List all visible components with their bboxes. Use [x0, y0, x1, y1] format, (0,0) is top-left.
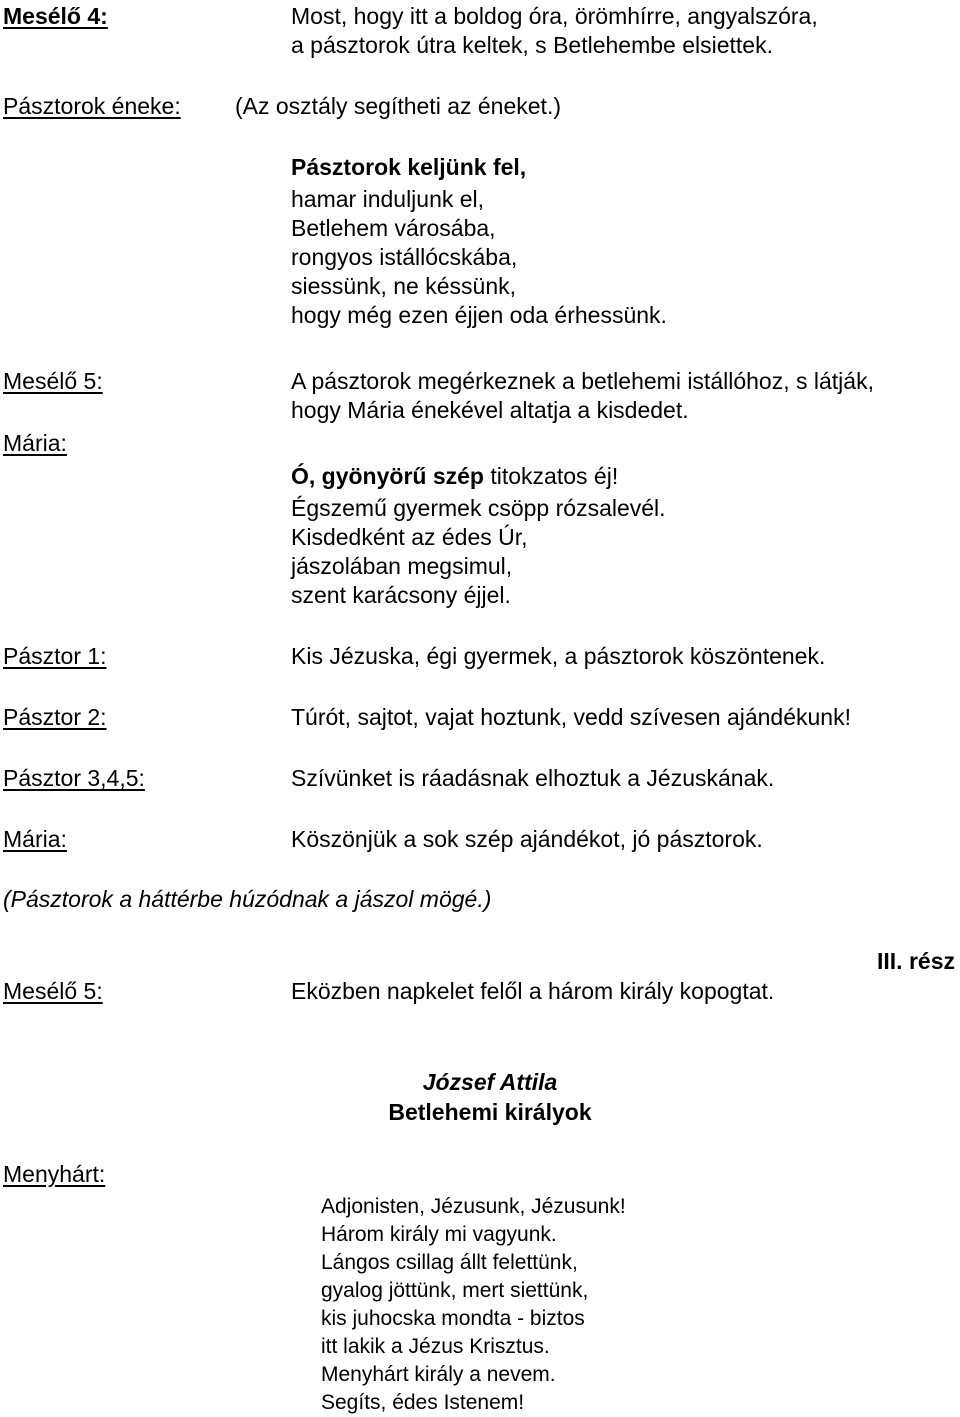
part-heading: III. rész — [877, 948, 955, 974]
speaker-menyhart: Menyhárt: — [3, 1161, 106, 1187]
menyhart-line: Három király mi vagyunk. — [321, 1223, 557, 1246]
poem-author: József Attila — [422, 1069, 558, 1095]
mary-song-line: szent karácsony éjjel. — [291, 582, 511, 608]
speaker-shepherds-song: Pásztorok éneke: — [3, 93, 181, 119]
mary-song-lines — [291, 494, 666, 610]
song-line: Betlehem városába, — [291, 215, 496, 241]
narrator-5-line-2: hogy Mária énekével altatja a kisdedet. — [291, 397, 689, 423]
stage-direction: (Pásztorok a háttérbe húzódnak a jászol mögé.) — [3, 886, 492, 912]
mary-line: Köszönjük a sok szép ajándékot, jó pásztorok. — [291, 826, 763, 852]
song-line: siessünk, ne késsünk, — [291, 273, 517, 299]
song-line: hamar induljunk el, — [291, 186, 485, 212]
mary-song-line: Égszemű gyermek csöpp rózsalevél. — [291, 495, 666, 521]
menyhart-line: Menyhárt király a nevem. — [321, 1363, 556, 1386]
speaker-narrator-5: Mesélő 5: — [3, 368, 103, 394]
narrator-5b-line: Eközben napkelet felől a három király kopogtat. — [291, 978, 775, 1004]
narrator-4-line-2: a pásztorok útra keltek, s Betlehembe elsiettek. — [291, 32, 773, 58]
song-note: (Az osztály segítheti az éneket.) — [235, 93, 561, 119]
speaker-shepherd-345: Pásztor 3,4,5: — [3, 765, 145, 791]
song-line: rongyos istállócskába, — [291, 244, 518, 270]
speaker-mary: Mária: — [3, 430, 67, 456]
speaker-mary-2: Mária: — [3, 826, 67, 852]
shepherds-song-lines — [291, 185, 667, 330]
speaker-narrator-5b: Mesélő 5: — [3, 978, 103, 1004]
shepherd-1-line: Kis Jézuska, égi gyermek, a pásztorok köszöntenek. — [291, 643, 826, 669]
mary-song-line: jászolában megsimul, — [291, 553, 513, 579]
mary-song-line: Kisdedként az édes Úr, — [291, 524, 528, 550]
shepherd-345-line: Szívünket is ráadásnak elhoztuk a Jézuskának. — [291, 765, 775, 791]
menyhart-line: kis juhocska mondta - biztos — [321, 1307, 585, 1330]
speaker-shepherd-2: Pásztor 2: — [3, 704, 107, 730]
song-line: hogy még ezen éjjen oda érhessünk. — [291, 302, 667, 328]
shepherd-2-line: Túrót, sajtot, vajat hoztunk, vedd szívesen ajándékunk! — [291, 704, 851, 730]
narrator-5-line-1: A pásztorok megérkeznek a betlehemi istállóhoz, s látják, — [291, 368, 874, 394]
narrator-4-line-1: Most, hogy itt a boldog óra, örömhírre, angyalszóra, — [291, 3, 818, 29]
mary-song-first-line — [291, 465, 618, 488]
mary-song-first-bold: Ó, gyönyörű szép — [291, 463, 484, 489]
menyhart-line: Adjonisten, Jézusunk, Jézusunk! — [321, 1195, 626, 1218]
menyhart-line: gyalog jöttünk, mert siettünk, — [321, 1279, 589, 1302]
speaker-shepherd-1: Pásztor 1: — [3, 643, 107, 669]
mary-song-first-rest: titokzatos éj! — [483, 463, 619, 489]
menyhart-line: Lángos csillag állt felettünk, — [321, 1251, 578, 1274]
poem-title: Betlehemi királyok — [388, 1099, 592, 1125]
speaker-narrator-4: Mesélő 4: — [3, 3, 108, 29]
menyhart-line: itt lakik a Jézus Krisztus. — [321, 1335, 550, 1358]
menyhart-line: Segíts, édes Istenem! — [321, 1391, 525, 1414]
song-first-line: Pásztorok keljünk fel, — [291, 154, 527, 180]
menyhart-lines — [321, 1193, 626, 1417]
